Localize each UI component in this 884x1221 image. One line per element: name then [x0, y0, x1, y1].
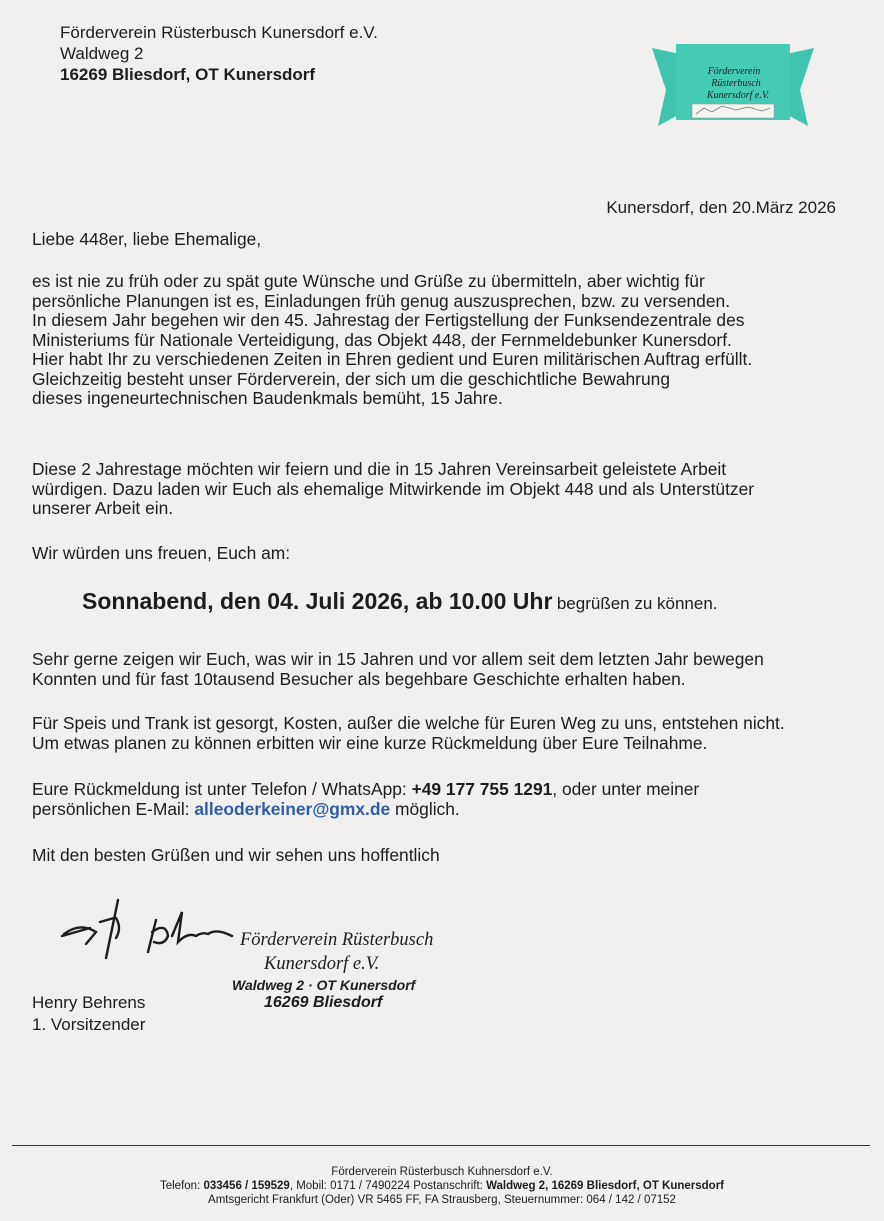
sender-name: Förderverein Rüsterbusch Kunersdorf e.V.: [60, 23, 378, 42]
club-logo: [652, 40, 814, 132]
footer-divider: [12, 1145, 870, 1146]
event-line: [82, 588, 718, 615]
footer-tel: 033456 / 159529: [203, 1180, 290, 1192]
stamp-line-1: Förderverein Rüsterbusch: [240, 930, 434, 950]
text-line: dieses ingeneurtechnischen Baudenkmals bemüht, 15 Jahre.: [32, 388, 503, 408]
paragraph-catering: [32, 714, 864, 753]
text-line: Um etwas planen zu können erbitten wir eine kurze Rückmeldung über Eure Teilnahme.: [32, 732, 708, 753]
contact-text: möglich.: [390, 798, 460, 819]
stamp-address: [232, 976, 415, 1012]
sender-street: Waldweg 2: [60, 44, 144, 63]
signer-role: 1. Vorsitzender: [32, 1015, 146, 1034]
stamp: [240, 928, 433, 976]
footer-address: Waldweg 2, 16269 Bliesdorf, OT Kunersdorf: [486, 1180, 725, 1192]
text-line: Diese 2 Jahrestage möchten wir feiern und die in 15 Jahren Vereinsarbeit geleistete Arbeit: [32, 459, 727, 479]
sender-address: [60, 22, 378, 85]
contact-text: , oder unter meiner: [552, 779, 700, 799]
footer-line-2: [0, 1179, 884, 1193]
text-line: persönliche Planungen ist es, Einladungen früh genug auszusprechen, bzw. zu versenden.: [32, 290, 731, 311]
contact-phone: +49 177 755 1291: [411, 779, 553, 799]
paragraph-intro: [32, 272, 864, 409]
paragraph-anniversary: [32, 460, 864, 519]
letter-footer: [0, 1165, 884, 1207]
footer-mid: , Mobil: 0171 / 7490224 Postanschrift:: [289, 1180, 487, 1192]
contact-text: Eure Rückmeldung ist unter Telefon / WhatsApp:: [32, 779, 412, 799]
text-line: unserer Arbeit ein.: [32, 498, 174, 518]
sender-city: 16269 Bliesdorf, OT Kunersdorf: [60, 65, 316, 84]
event-suffix: begrüßen zu können.: [556, 594, 718, 613]
footer-line-1: Förderverein Rüsterbusch Kuhnersdorf e.V.: [331, 1166, 553, 1178]
paragraph-contact: [32, 780, 864, 819]
text-line: Ministeriums für Nationale Verteidigung, das Objekt 448, der Fernmeldebunker Kunersdorf.: [32, 329, 732, 350]
logo-text-3: Kunersdorf e.V.: [706, 90, 770, 101]
text-line: Sehr gerne zeigen wir Euch, was wir in 15 Jahren und vor allem seit dem letzten Jahr bewegen: [32, 649, 764, 669]
text-line: In diesem Jahr begehen wir den 45. Jahrestag der Fertigstellung der Funksendezentrale des: [32, 310, 745, 330]
text-line: würdigen. Dazu laden wir Euch als ehemalige Mitwirkende im Objekt 448 und als Unterstützer: [32, 478, 755, 499]
logo-text-1: Förderverein: [707, 66, 761, 77]
footer-tel-label: Telefon:: [159, 1180, 204, 1192]
logo-text-2: Rüsterbusch: [711, 78, 761, 89]
logo-banner-icon: [652, 40, 814, 132]
signer-block: [32, 992, 145, 1036]
stamp-line-4: 16269 Bliesdorf: [264, 994, 383, 1011]
text-line: Konnten und für fast 10tausend Besucher als begehbare Geschichte erhalten haben.: [32, 668, 686, 689]
paragraph-invite: Wir würden uns freuen, Euch am:: [32, 543, 291, 563]
paragraph-show: [32, 650, 864, 689]
stamp-line-2: Kunersdorf e.V.: [264, 954, 380, 974]
text-line: Für Speis und Trank ist gesorgt, Kosten, außer die welche für Euren Weg zu uns, entstehen nicht.: [32, 713, 785, 733]
text-line: Gleichzeitig besteht unser Förderverein, der sich um die geschichtliche Bewahrung: [32, 368, 670, 389]
greeting: Liebe 448er, liebe Ehemalige,: [32, 229, 262, 249]
signature-icon: [56, 892, 256, 964]
stamp-line-3: Waldweg 2 · OT Kunersdorf: [232, 977, 416, 993]
event-date: Sonnabend, den 04. Juli 2026, ab 10.00 Uhr: [82, 588, 553, 614]
signer-name: Henry Behrens: [32, 993, 146, 1012]
text-line: Hier habt Ihr zu verschiedenen Zeiten in Ehren gedient und Euren militärischen Auftrag erfüllt.: [32, 349, 753, 369]
text-line: es ist nie zu früh oder zu spät gute Wünsche und Grüße zu übermitteln, aber wichtig für: [32, 271, 705, 291]
footer-line-3: Amtsgericht Frankfurt (Oder) VR 5465 FF, FA Strausberg, Steuernummer: 064 / 142 / 07152: [208, 1194, 676, 1206]
letter-date: Kunersdorf, den 20.März 2026: [606, 198, 836, 217]
contact-text: persönlichen E-Mail:: [32, 798, 195, 819]
contact-email-link[interactable]: alleoderkeiner@gmx.de: [194, 798, 391, 819]
closing: Mit den besten Grüßen und wir sehen uns hoffentlich: [32, 845, 440, 865]
